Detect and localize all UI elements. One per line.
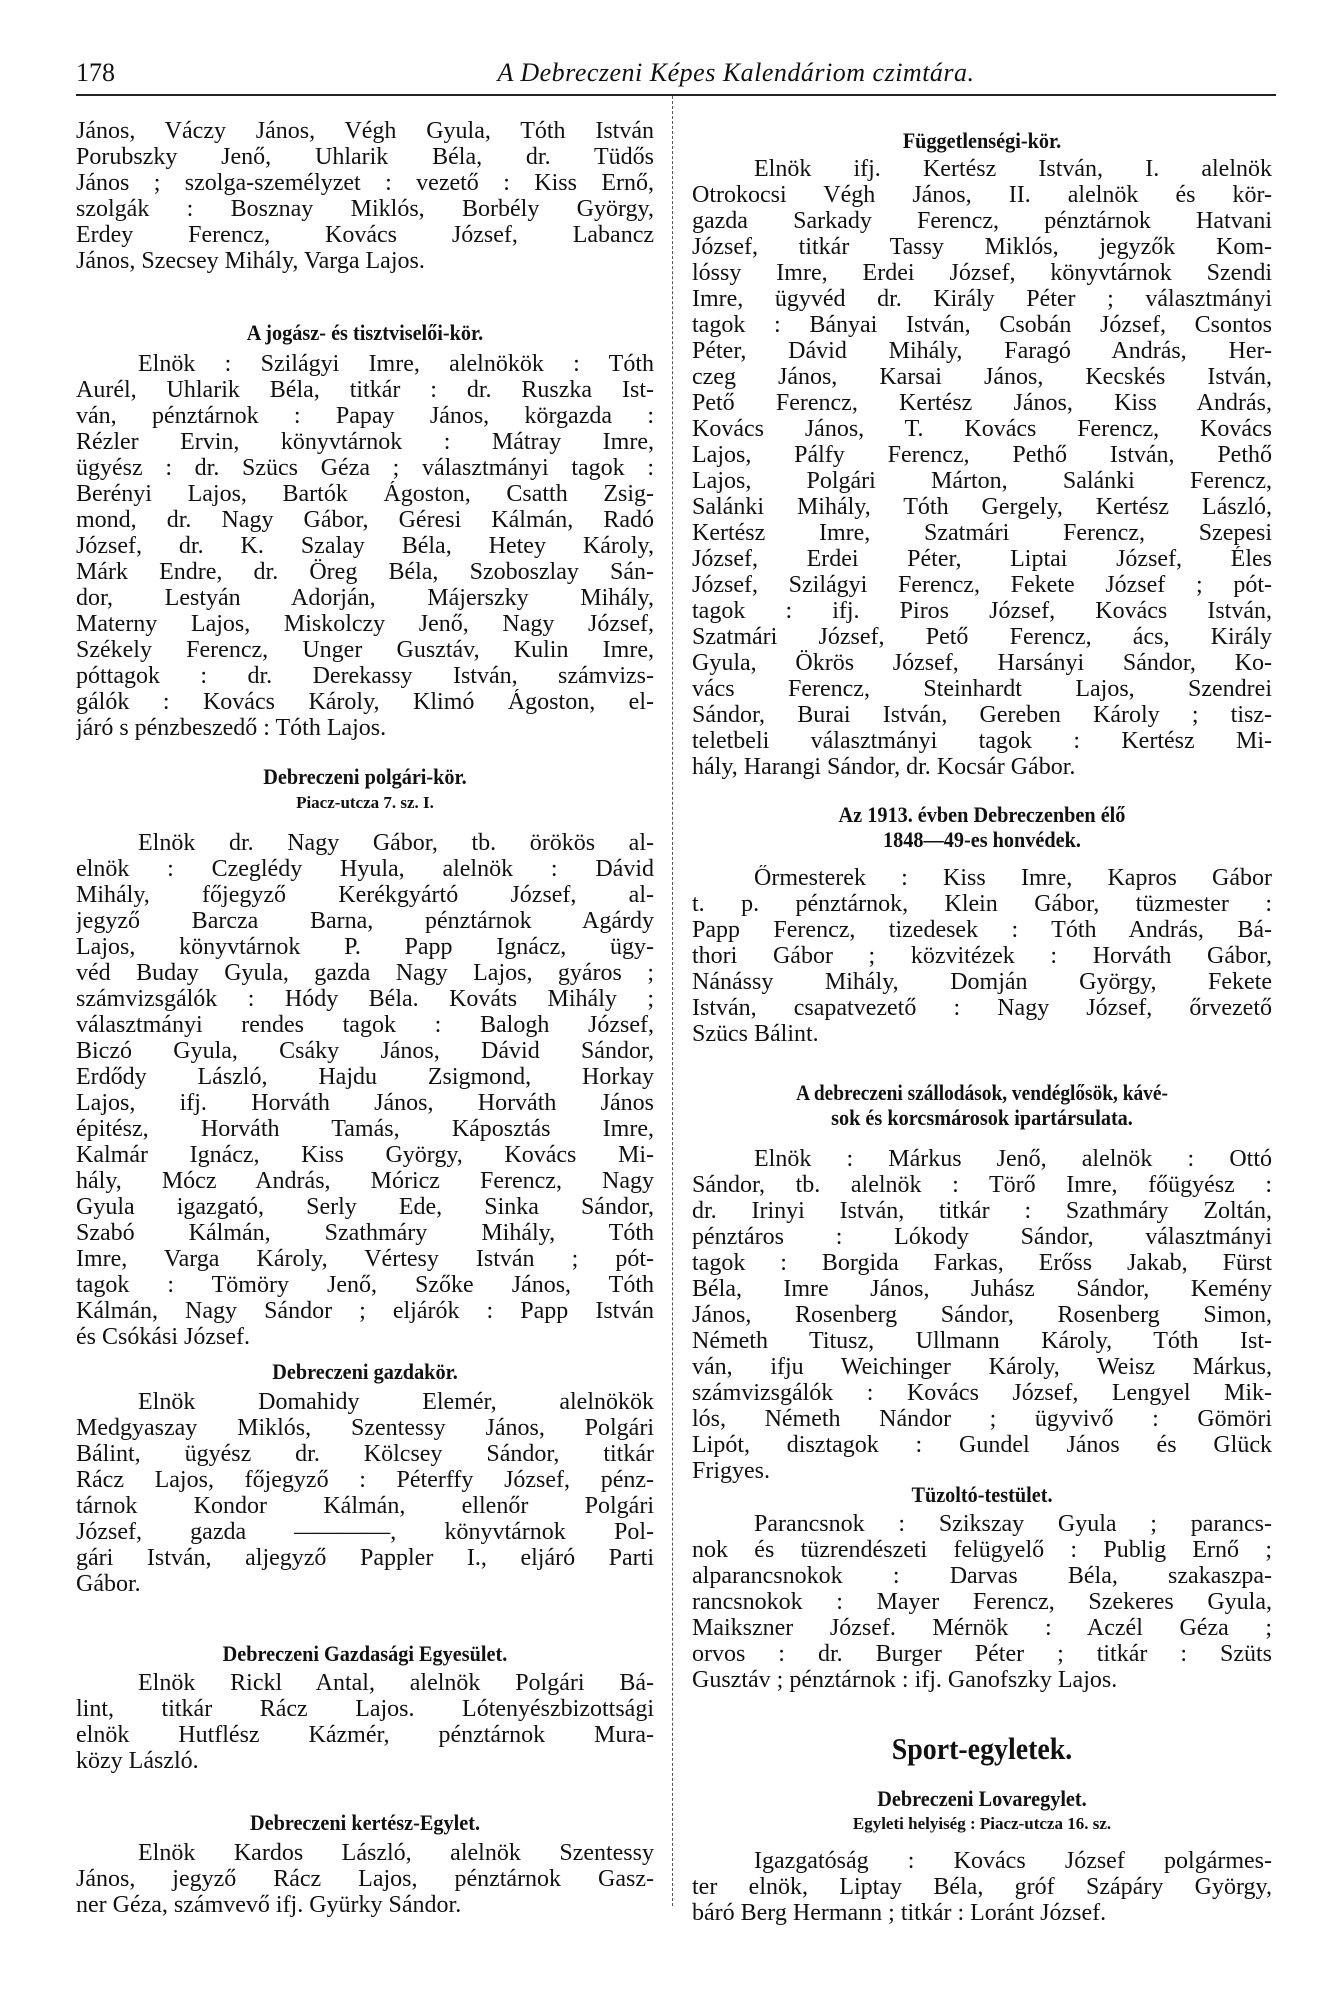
text-line: Lipót, disztagok : Gundel János és Glück <box>692 1432 1272 1458</box>
text-line: Salánki Mihály, Tóth Gergely, Kertész László, <box>692 494 1272 520</box>
text-line: Materny Lajos, Miskolczy Jenő, Nagy József, <box>76 611 654 637</box>
text-line: Szabó Kálmán, Szathmáry Mihály, Tóth <box>76 1220 654 1246</box>
text-line: Medgyaszay Miklós, Szentessy János, Polgári <box>76 1415 654 1441</box>
section-heading: A jogász- és tisztviselői-kör. <box>246 320 484 345</box>
major-heading: Sport-egyletek. <box>891 1731 1073 1766</box>
text-line: tagok : Bányai István, Csobán József, Csontos <box>692 312 1272 338</box>
text-line: Imre, ügyvéd dr. Király Péter ; választmányi <box>692 286 1272 312</box>
lovaregylet-paragraph <box>692 1848 1272 1926</box>
text-line: Berényi Lajos, Bartók Ágoston, Csatth Zsig- <box>76 481 654 507</box>
text-line: Imre, Varga Károly, Vértesy István ; pót- <box>76 1246 654 1272</box>
text-line: Biczó Gyula, Csáky János, Dávid Sándor, <box>76 1038 654 1064</box>
text-line: Gusztáv ; pénztárnok : ifj. Ganofszky Lajos. <box>692 1667 1118 1693</box>
text-line: Őrmesterek : Kiss Imre, Kapros Gábor <box>754 865 1272 891</box>
tuzolto-paragraph <box>692 1511 1272 1693</box>
text-line: Elnök Rickl Antal, alelnök Polgári Bá- <box>138 1670 654 1696</box>
text-line: teletbeli választmányi tagok : Kertész Mi- <box>692 728 1272 754</box>
text-line: választmányi rendes tagok : Balogh József, <box>76 1012 654 1038</box>
section-heading: 1848—49-es honvédek. <box>883 827 1081 852</box>
intro-paragraph <box>76 118 654 274</box>
page-number: 178 <box>76 58 115 87</box>
text-line: Igazgatóság : Kovács József polgármes- <box>754 1848 1272 1874</box>
text-line: tagok : ifj. Piros József, Kovács István, <box>692 598 1272 624</box>
text-line: Kovács János, T. Kovács Ferencz, Kovács <box>692 416 1272 442</box>
polgari-paragraph <box>76 830 654 1350</box>
text-line: Lajos, könyvtárnok P. Papp Ignácz, ügy- <box>76 934 654 960</box>
text-line: számvizsgálók : Kovács József, Lengyel Mik- <box>692 1380 1272 1406</box>
text-line: Elnök dr. Nagy Gábor, tb. örökös al- <box>138 830 654 856</box>
text-line: Márk Endre, dr. Öreg Béla, Szoboszlay Sán- <box>76 559 654 585</box>
text-line: járó s pénzbeszedő : Tóth Lajos. <box>76 715 387 741</box>
text-line: Szücs Bálint. <box>692 1021 819 1047</box>
text-line: lóssy Imre, Erdei József, könyvtárnok Szendi <box>692 260 1272 286</box>
section-address: Piacz-utcza 7. sz. I. <box>296 793 434 812</box>
fuggetlensegi-paragraph <box>692 156 1272 780</box>
text-line: Sándor, Burai István, Gereben Károly ; tisz- <box>692 702 1272 728</box>
text-line: Lajos, Polgári Márton, Salánki Ferencz, <box>692 468 1272 494</box>
section-heading: Debreczeni polgári-kör. <box>263 764 467 789</box>
text-line: József, Erdei Péter, Liptai József, Éles <box>692 546 1272 572</box>
text-line: véd Buday Gyula, gazda Nagy Lajos, gyáros ; <box>76 960 654 986</box>
text-line: épitész, Horváth Tamás, Káposztás Imre, <box>76 1116 654 1142</box>
text-line: Kertész Imre, Szatmári Ferencz, Szepesi <box>692 520 1272 546</box>
section-heading: Tüzoltó-testület. <box>911 1482 1053 1507</box>
text-line: Rézler Ervin, könyvtárnok : Mátray Imre, <box>76 429 654 455</box>
section-heading: Az 1913. évben Debreczenben élő <box>838 802 1126 827</box>
text-line: tagok : Tömöry Jenő, Szőke János, Tóth <box>76 1272 654 1298</box>
text-line: hály, Mócz András, Móricz Ferencz, Nagy <box>76 1168 654 1194</box>
section-heading: Debreczeni Gazdasági Egyesület. <box>222 1641 508 1666</box>
text-line: pénztáros : Lókody Sándor, választmányi <box>692 1224 1272 1250</box>
section-heading: A debreczeni szállodások, vendéglősök, kávé- <box>796 1080 1168 1105</box>
text-line: Elnök Domahidy Elemér, alelnökök <box>138 1389 654 1415</box>
text-line: Németh Titusz, Ullmann Károly, Tóth Ist- <box>692 1328 1272 1354</box>
text-line: Nánássy Mihály, Domján György, Fekete <box>692 969 1272 995</box>
text-line: János ; szolga-személyzet : vezető : Kiss Ernő, <box>76 170 654 196</box>
text-line: közy László. <box>76 1748 199 1774</box>
text-line: ván, ifju Weichinger Károly, Weisz Márkus, <box>692 1354 1272 1380</box>
text-line: számvizsgálók : Hódy Béla. Kováts Mihály ; <box>76 986 654 1012</box>
text-line: Elnök ifj. Kertész István, I. alelnök <box>754 156 1272 182</box>
text-line: alparancsnokok : Darvas Béla, szakaszpa- <box>692 1563 1272 1589</box>
text-line: Frigyes. <box>692 1458 770 1484</box>
text-line: Gyula igazgató, Serly Ede, Sinka Sándor, <box>76 1194 654 1220</box>
text-line: János, Szecsey Mihály, Varga Lajos. <box>76 248 425 274</box>
szallodasok-paragraph <box>692 1146 1272 1484</box>
text-line: Péter, Dávid Mihály, Faragó András, Her- <box>692 338 1272 364</box>
text-line: József, dr. K. Szalay Béla, Hetey Károly, <box>76 533 654 559</box>
text-line: Aurél, Uhlarik Béla, titkár : dr. Ruszka Ist- <box>76 377 654 403</box>
section-address: Egyleti helyiség : Piacz-utcza 16. sz. <box>852 1814 1112 1833</box>
text-line: Elnök : Márkus Jenő, alelnök : Ottó <box>754 1146 1272 1172</box>
text-line: elnök : Czeglédy Hyula, alelnök : Dávid <box>76 856 654 882</box>
section-heading: Debreczeni kertész-Egylet. <box>249 1810 481 1835</box>
text-line: t. p. pénztárnok, Klein Gábor, tüzmester : <box>692 891 1272 917</box>
text-line: Otrokocsi Végh János, II. alelnök és kör- <box>692 182 1272 208</box>
text-line: thori Gábor ; közvitézek : Horváth Gábor, <box>692 943 1272 969</box>
running-title: A Debreczeni Képes Kalendáriom czimtára. <box>497 58 975 87</box>
section-heading: Debreczeni gazdakör. <box>272 1359 458 1384</box>
text-line: Rácz Lajos, főjegyző : Péterffy József, pénz- <box>76 1467 654 1493</box>
text-line: Lajos, Pálfy Ferencz, Pethő István, Pethő <box>692 442 1272 468</box>
text-line: mond, dr. Nagy Gábor, Géresi Kálmán, Radó <box>76 507 654 533</box>
text-line: jegyző Barcza Barna, pénztárnok Agárdy <box>76 908 654 934</box>
section-heading: sok és korcsmárosok ipartársulata. <box>831 1105 1133 1130</box>
text-line: vács Ferencz, Steinhardt Lajos, Szendrei <box>692 676 1272 702</box>
text-line: Székely Ferencz, Unger Gusztáv, Kulin Imre, <box>76 637 654 663</box>
section-heading: Debreczeni Lovaregylet. <box>877 1786 1087 1811</box>
column-divider <box>672 96 673 1906</box>
header-rule <box>76 94 1276 96</box>
text-line: ter elnök, Liptay Béla, gróf Szápáry György, <box>692 1874 1272 1900</box>
text-line: ner Géza, számvevő ifj. Gyürky Sándor. <box>76 1892 462 1918</box>
text-line: Erdődy László, Hajdu Zsigmond, Horkay <box>76 1064 654 1090</box>
text-line: dor, Lestyán Adorján, Májerszky Mihály, <box>76 585 654 611</box>
jogasz-paragraph <box>76 351 654 741</box>
text-line: nok és tüzrendészeti felügyelő : Publig Ernő ; <box>692 1537 1272 1563</box>
text-line: Kalmár Ignácz, Kiss György, Kovács Mi- <box>76 1142 654 1168</box>
text-line: Bálint, ügyész dr. Kölcsey Sándor, titkár <box>76 1441 654 1467</box>
text-line: János, Rosenberg Sándor, Rosenberg Simon, <box>692 1302 1272 1328</box>
text-line: József, titkár Tassy Miklós, jegyzők Kom- <box>692 234 1272 260</box>
gazdasagi-paragraph <box>76 1670 654 1774</box>
text-line: tárnok Kondor Kálmán, ellenőr Polgári <box>76 1493 654 1519</box>
text-line: József, Szilágyi Ferencz, Fekete József ; pót- <box>692 572 1272 598</box>
text-line: lós, Németh Nándor ; ügyvivő : Gömöri <box>692 1406 1272 1432</box>
text-line: Gyula, Ökrös József, Harsányi Sándor, Ko- <box>692 650 1272 676</box>
text-line: báró Berg Hermann ; titkár : Loránt József. <box>692 1900 1107 1926</box>
text-line: dr. Irinyi István, titkár : Szathmáry Zoltán, <box>692 1198 1272 1224</box>
text-line: Porubszky Jenő, Uhlarik Béla, dr. Tüdős <box>76 144 654 170</box>
text-line: czeg János, Karsai János, Kecskés István, <box>692 364 1272 390</box>
text-line: Szatmári József, Pető Ferencz, ács, Király <box>692 624 1272 650</box>
text-line: rancsnokok : Mayer Ferencz, Szekeres Gyula, <box>692 1589 1272 1615</box>
text-line: Papp Ferencz, tizedesek : Tóth András, Bá- <box>692 917 1272 943</box>
text-line: elnök Hutflész Kázmér, pénztárnok Mura- <box>76 1722 654 1748</box>
text-line: István, csapatvezető : Nagy József, őrvezető <box>692 995 1272 1021</box>
text-line: hály, Harangi Sándor, dr. Kocsár Gábor. <box>692 754 1076 780</box>
text-line: József, gazda ————, könyvtárnok Pol- <box>76 1519 654 1545</box>
text-line: lint, titkár Rácz Lajos. Lótenyészbizottsági <box>76 1696 654 1722</box>
text-line: és Csókási József. <box>76 1324 250 1350</box>
gazdakor-paragraph <box>76 1389 654 1597</box>
text-line: János, Váczy János, Végh Gyula, Tóth István <box>76 118 654 144</box>
text-line: Elnök Kardos László, alelnök Szentessy <box>138 1840 654 1866</box>
section-heading: Függetlenségi-kör. <box>902 128 1062 153</box>
text-line: Sándor, tb. alelnök : Törő Imre, főügyész : <box>692 1172 1272 1198</box>
text-line: Gábor. <box>76 1571 141 1597</box>
text-line: Erdey Ferencz, Kovács József, Labancz <box>76 222 654 248</box>
text-line: Parancsnok : Szikszay Gyula ; parancs- <box>754 1511 1272 1537</box>
text-line: ügyész : dr. Szücs Géza ; választmányi tagok : <box>76 455 654 481</box>
honvedek-paragraph <box>692 865 1272 1047</box>
text-line: tagok : Borgida Farkas, Erőss Jakab, Fürst <box>692 1250 1272 1276</box>
kertesz-paragraph <box>76 1840 654 1918</box>
text-line: Maikszner József. Mérnök : Aczél Géza ; <box>692 1615 1272 1641</box>
text-line: Lajos, ifj. Horváth János, Horváth János <box>76 1090 654 1116</box>
text-line: orvos : dr. Burger Péter ; titkár : Szüts <box>692 1641 1272 1667</box>
text-line: póttagok : dr. Derekassy István, számvizs- <box>76 663 654 689</box>
text-line: szolgák : Bosznay Miklós, Borbély György, <box>76 196 654 222</box>
text-line: ván, pénztárnok : Papay János, körgazda : <box>76 403 654 429</box>
text-line: Mihály, főjegyző Kerékgyártó József, al- <box>76 882 654 908</box>
text-line: Pető Ferencz, Kertész János, Kiss András, <box>692 390 1272 416</box>
text-line: Elnök : Szilágyi Imre, alelnökök : Tóth <box>138 351 654 377</box>
text-line: Kálmán, Nagy Sándor ; eljárók : Papp István <box>76 1298 654 1324</box>
text-line: gálók : Kovács Károly, Klimó Ágoston, el- <box>76 689 654 715</box>
text-line: gári István, aljegyző Pappler I., eljáró Parti <box>76 1545 654 1571</box>
text-line: Béla, Imre János, Juhász Sándor, Kemény <box>692 1276 1272 1302</box>
text-line: gazda Sarkady Ferencz, pénztárnok Hatvani <box>692 208 1272 234</box>
text-line: János, jegyző Rácz Lajos, pénztárnok Gasz- <box>76 1866 654 1892</box>
